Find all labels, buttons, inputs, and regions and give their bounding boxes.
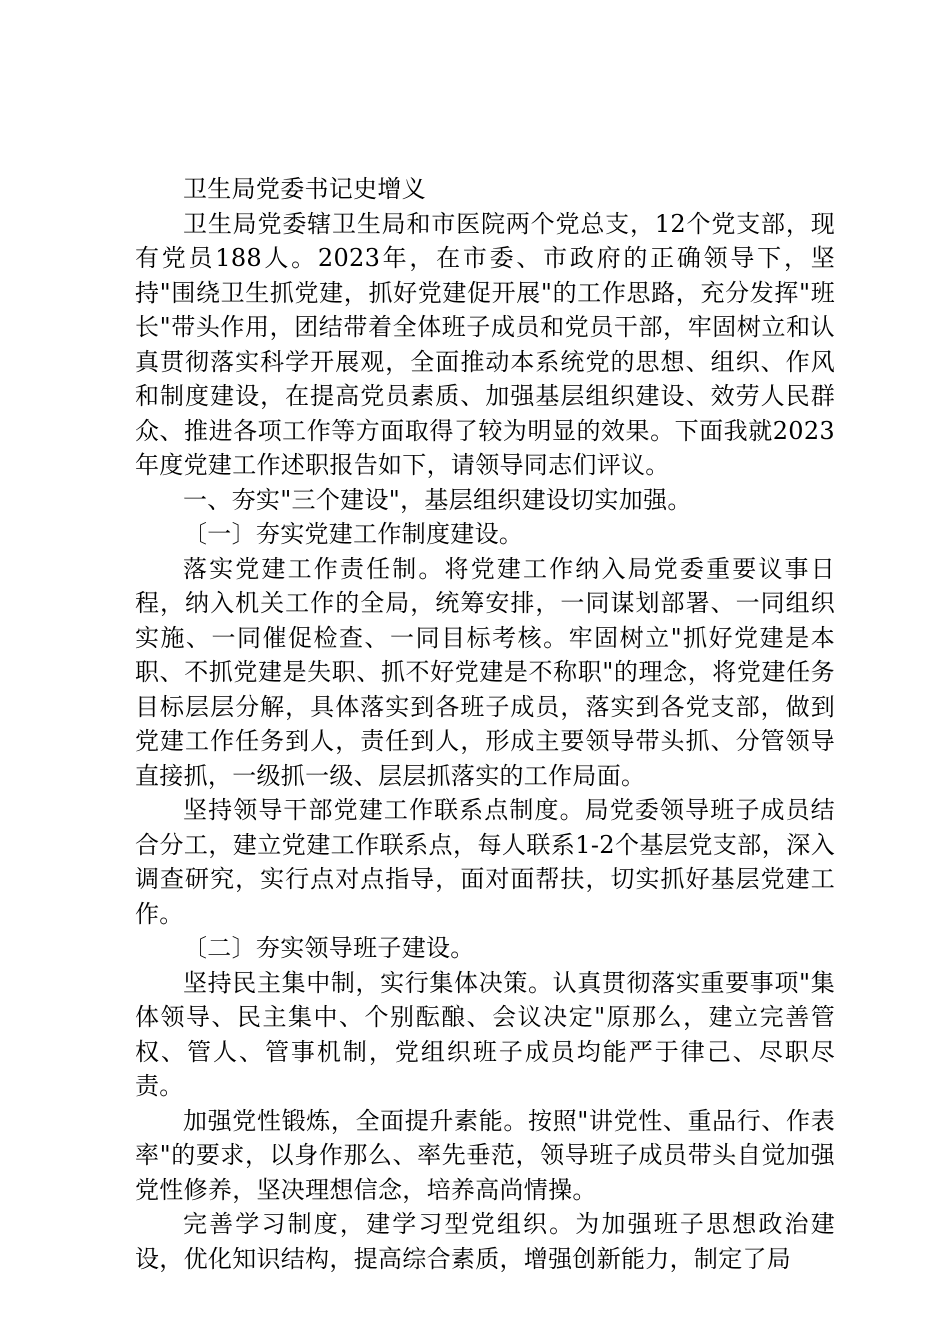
intro-paragraph: 卫生局党委辖卫生局和市医院两个党总支，12个党支部，现有党员188人。2023年，在市委、市政府的正确领导下，坚持"围绕卫生抓党建，抓好党建促开展"的工作思路，充分发挥"班长"带头作用，团结带着全体班子成员和党员干部，牢固树立和认真贯彻落实科学开展观，全面推动本系统党的思想、组织、作风和制度建设，在提高党员素质、加强基层组织建设、效劳人民群众、推进各项工作等方面取得了较为明显的效果。下面我就2023年度党建工作述职报告如下，请领导同志们评议。 — [135, 209, 835, 479]
subsection-heading-2: 〔二〕夯实领导班子建设。 — [183, 934, 475, 962]
document-body — [135, 172, 835, 1276]
body-paragraph: 坚持民主集中制，实行集体决策。认真贯彻落实重要事项"集体领导、民主集中、个别酝酿、会议决定"原那么，建立完善管权、管人、管事机制，党组织班子成员均能严于律己、尽职尽责。 — [135, 968, 835, 1100]
body-paragraph: 加强党性锻炼，全面提升素能。按照"讲党性、重品行、作表率"的要求，以身作那么、率先垂范，领导班子成员带头自觉加强党性修养，坚决理想信念，培养高尚情操。 — [135, 1106, 835, 1204]
section-heading-1: 一、夯实"三个建设"，基层组织建设切实加强。 — [183, 485, 692, 514]
body-paragraph: 完善学习制度，建学习型党组织。为加强班子思想政治建设，优化知识结构，提高综合素质，增强创新能力，制定了局 — [135, 1210, 835, 1273]
body-paragraph: 坚持领导干部党建工作联系点制度。局党委领导班子成员结合分工，建立党建工作联系点，每人联系1-2个基层党支部，深入调查研究，实行点对点指导，面对面帮扶，切实抓好基层党建工作。 — [135, 796, 835, 928]
author-line: 卫生局党委书记史增义 — [183, 175, 426, 203]
body-paragraph: 落实党建工作责任制。将党建工作纳入局党委重要议事日程，纳入机关工作的全局，统筹安排，一同谋划部署、一同组织实施、一同催促检查、一同目标考核。牢固树立"抓好党建是本职、不抓党建是失职、抓不好党建是不称职"的理念，将党建任务目标层层分解，具体落实到各班子成员，落实到各党支部，做到党建工作任务到人，责任到人，形成主要领导带头抓、分管领导直接抓，一级抓一级、层层抓落实的工作局面。 — [135, 554, 835, 790]
subsection-heading-1: 〔一〕夯实党建工作制度建设。 — [183, 520, 524, 548]
